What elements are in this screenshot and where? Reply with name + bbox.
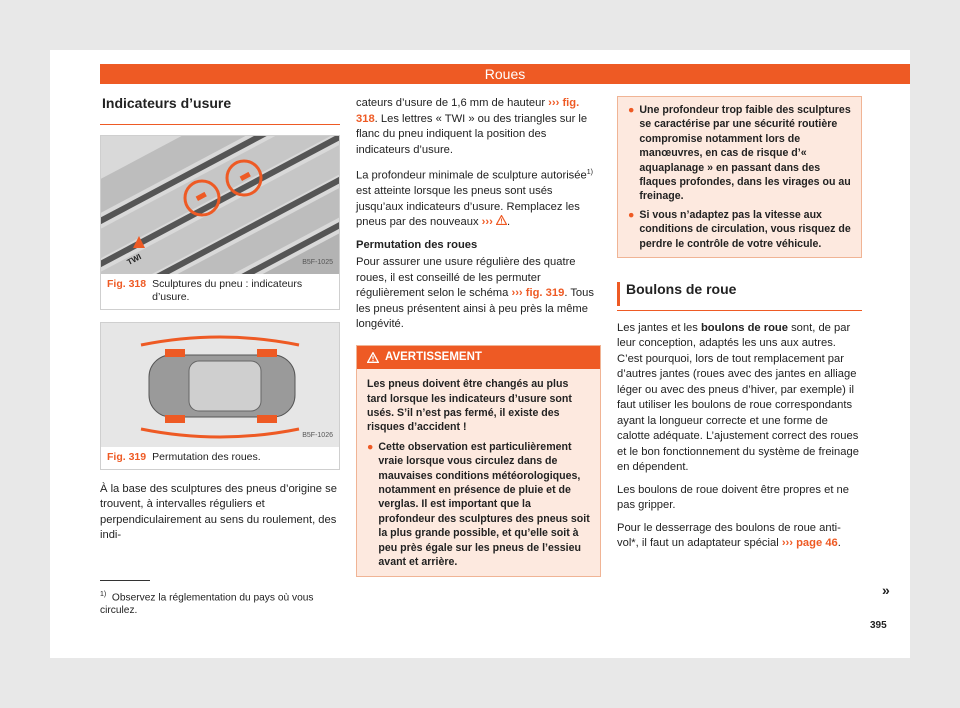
bullet-item: ● Une profondeur trop faible des sculptures se caractérise par une sécurité routière compromise notamment lors de manœuvres, en cas de risque d’« aquaplanage » en passant dans des flaques profondes, dans les virages ou au freinage. — [628, 104, 851, 203]
column-3 — [617, 96, 862, 559]
paragraph: Pour le desserrage des boulons de roue anti-vol*, il faut un adaptateur spécial ››› page 46. — [617, 521, 841, 550]
paragraph: Les jantes et les boulons de roue sont, de par leur conception, adaptés les uns aux autres. C’est pourquoi, lors de tout remplacement par d’autres jantes (roues avec des jantes en alliage léger ou avec des pneus d’hiver, par exemple) il faut utiliser les boulons de roue correspondants ayant la longueur correcte et une forme de calotte adéquate. L’ajustement correct des roues et le bon fonctionnement du système de freinage en dépendent. — [617, 321, 859, 474]
column-1 — [100, 96, 340, 551]
image-code: B5F-1026 — [302, 432, 333, 439]
heading-wear-indicators: Indicateurs d’usure — [102, 95, 232, 111]
bullet-item: ● Si vous n’adaptez pas la vitesse aux conditions de circulation, vous risquez de perdre le contrôle de votre véhicule. — [628, 208, 851, 250]
bullet-item: ● Cette observation est particulièrement vraie lorsque vous circulez dans de mauvaises conditions météorologiques, notamment en présence de pluie et de verglas. Il est important que la profondeur des sculptures des pneus soit la plus grande possible, et qu’elle soit à peu près égale sur les pneus de l’essieu avant et arrière. — [367, 440, 590, 569]
page-reference-link[interactable]: ››› page 46 — [781, 537, 838, 550]
heading-wheel-bolts: Boulons de roue — [617, 282, 862, 306]
heading-rule — [617, 310, 862, 311]
figure-caption — [101, 274, 339, 309]
figure-reference-link[interactable]: ››› fig. 319 — [511, 287, 565, 300]
page-number: 395 — [870, 620, 887, 631]
caption-text: Sculptures du pneu : indicateurs d’usure. — [152, 277, 303, 303]
twi-label: TWI — [125, 251, 143, 267]
figure-319 — [100, 322, 340, 470]
warning-box-continued — [617, 96, 862, 258]
warning-triangle-icon — [367, 352, 379, 363]
paragraph: La profondeur minimale de sculpture autorisée$^{1)}$ est atteinte lorsque les pneus sont usés jusqu’aux indicateurs d’usure. Remplacez les pneus par des nouveaux ››› . — [356, 169, 593, 229]
paragraph: Pour assurer une usure régulière des quatre roues, il est conseillé de les permuter régulièrement selon le schéma ››› fig. 319. Tous les pneus présentent ainsi à peu près la même longévité. — [356, 256, 594, 331]
wheel-rotation-illustration — [101, 323, 339, 447]
warning-header — [357, 346, 600, 370]
figure-number: Fig. 318 — [107, 277, 147, 290]
warning-triangle-icon — [496, 215, 507, 225]
warning-box — [356, 345, 601, 577]
caption-text: Permutation des roues. — [152, 450, 261, 463]
continued-mark: » — [882, 582, 890, 598]
paragraph: cateurs d’usure de 1,6 mm de hauteur ››› fig. 318. Les lettres « TWI » ou des triangles sur le flanc du pneu indiquent la position des indicateurs d’usure. — [356, 97, 588, 156]
figure-318 — [100, 135, 340, 310]
warning-intro: Les pneus doivent être changés au plus tard lorsque les indicateurs d’usure sont usés. S’il n’est pas fermé, il existe des risques d’accident ! — [367, 378, 572, 434]
warning-title: AVERTISSEMENT — [385, 350, 482, 363]
bullet-dot-icon: ● — [628, 104, 635, 116]
paragraph: À la base des sculptures des pneus d’origine se trouvent, à intervalles réguliers et perpendiculairement au sens du roulement, des indi- — [100, 482, 337, 541]
column-2 — [356, 96, 601, 577]
tire-tread-illustration — [101, 136, 339, 274]
bullet-dot-icon: ● — [628, 208, 635, 221]
image-code: B5F-1025 — [302, 259, 333, 266]
figure-number: Fig. 319 — [107, 450, 147, 463]
warning-reference-link[interactable]: ››› — [481, 216, 493, 229]
paragraph: Les boulons de roue doivent être propres et ne pas gripper. — [617, 483, 849, 512]
bullet-dot-icon: ● — [367, 440, 374, 453]
warning-body — [357, 369, 600, 575]
section-header: Roues — [100, 64, 910, 84]
figure-reference-link[interactable]: ››› fig. 318 — [356, 97, 580, 125]
figure-caption — [101, 447, 339, 469]
subheading-wheel-rotation: Permutation des roues — [356, 238, 478, 251]
manual-page — [50, 50, 910, 658]
footnote-rule — [100, 580, 150, 581]
heading-rule — [100, 124, 340, 125]
footnote-mark: 1) — [586, 169, 593, 176]
footnote: $^{1)}$ Observez la réglementation du pays où vous circulez. — [100, 591, 314, 617]
